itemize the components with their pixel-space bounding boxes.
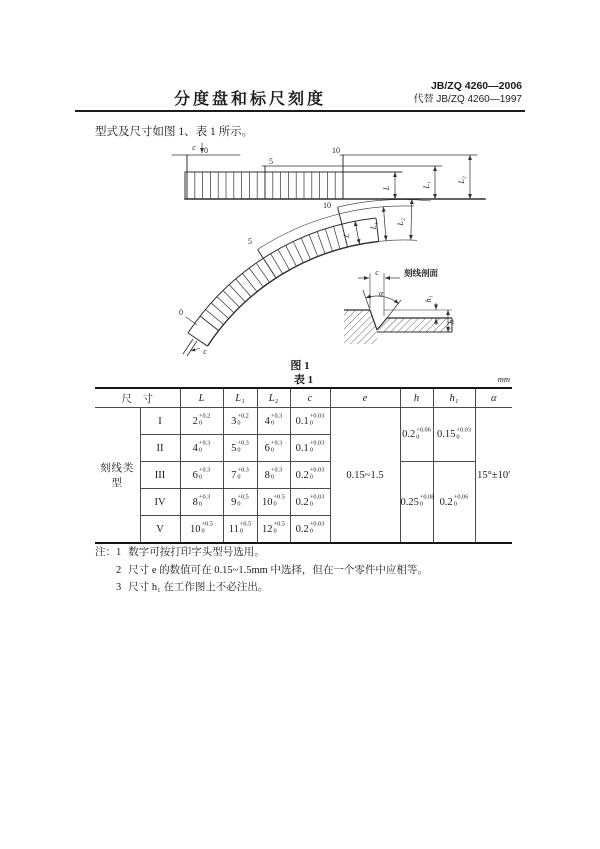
straight-scale-drawing: [172, 143, 485, 199]
groove-section-drawing: [344, 268, 456, 344]
section-dim-h: h: [447, 320, 456, 324]
standard-number-block: [360, 79, 522, 107]
curved-graduations: [200, 207, 347, 330]
header-size: 尺 寸: [95, 388, 180, 408]
table-unit: mm: [497, 374, 510, 384]
header-L1: L₁: [223, 388, 257, 408]
header-rule: [75, 110, 525, 112]
header-alpha: α: [475, 388, 512, 408]
type-cell: II: [140, 435, 180, 462]
type-cell: IV: [140, 489, 180, 516]
curved-tick-5: 5: [248, 237, 252, 246]
notes-block: [95, 544, 525, 597]
curved-tick-10: 10: [323, 201, 331, 210]
table-caption-row: [95, 371, 512, 386]
curved-tick-0: 0: [179, 308, 183, 317]
cell-c-V: 0.2 +0.03 0: [290, 516, 330, 544]
curved-dim-L2: L₂: [395, 218, 406, 226]
cell-c-I: 0.1 +0.03 0: [290, 408, 330, 435]
cell-h1-top: 0.15 +0.03 0: [433, 408, 475, 462]
cell-L-IV: 8 +0.3 0: [180, 489, 223, 516]
cell-c-IV: 0.2 +0.03 0: [290, 489, 330, 516]
cell-L-I: 2 +0.2 0: [180, 408, 223, 435]
table-row-III: [95, 462, 512, 489]
cell-L1-V: 11 +0.5 0: [223, 516, 257, 544]
page-title: 分度盘和标尺刻度: [173, 91, 326, 108]
straight-dim-c: c: [192, 143, 196, 152]
cell-L2-III: 8 +0.3 0: [257, 462, 290, 489]
header-c: c: [290, 388, 330, 408]
cell-c-III: 0.2 +0.03 0: [290, 462, 330, 489]
cell-L-V: 10 +0.5 0: [180, 516, 223, 544]
curved-dim-L1: L₁: [368, 221, 379, 230]
intro-text: 型式及尺寸如图 1、表 1 所示。: [95, 126, 254, 138]
section-dim-c: c: [375, 268, 379, 277]
type-cell: III: [140, 462, 180, 489]
cell-e: 0.15~1.5: [330, 408, 400, 544]
straight-tick-0: 0: [204, 146, 208, 155]
cell-L1-IV: 9 +0.5 0: [223, 489, 257, 516]
section-dim-h1: h₁: [424, 295, 433, 303]
cell-h-top: 0.2 +0.06 0: [400, 408, 433, 462]
type-cell: V: [140, 516, 180, 544]
type-cell: I: [140, 408, 180, 435]
note-1: 注：1 数字可按打印字头型号选用。: [95, 547, 265, 558]
header-L: L: [180, 388, 223, 408]
cell-c-II: 0.1 +0.03 0: [290, 435, 330, 462]
straight-dim-L: L: [382, 185, 391, 191]
straight-dim-L1: L₁: [422, 181, 431, 189]
note-prefix: 注：: [95, 547, 116, 558]
cell-L1-I: 3 +0.2 0: [223, 408, 257, 435]
table-row-I: [95, 408, 512, 435]
row-group-label: 刻线类型: [95, 408, 140, 544]
cell-L1-II: 5 +0.3 0: [223, 435, 257, 462]
cell-L2-II: 6 +0.3 0: [257, 435, 290, 462]
cell-h1-bottom: 0.2 +0.06 0: [433, 462, 475, 544]
cell-L-III: 6 +0.3 0: [180, 462, 223, 489]
header-e: e: [330, 388, 400, 408]
curved-dim-L: L: [341, 232, 352, 239]
cell-L1-III: 7 +0.3 0: [223, 462, 257, 489]
standard-number: JB/ZQ 4260—2006: [430, 80, 522, 92]
note-2: 2 尺寸 e 的数值可在 0.15~1.5mm 中选择，但在一个零件中应相等。: [116, 564, 428, 576]
header-L2: L₂: [257, 388, 290, 408]
curved-dim-c: c: [203, 347, 207, 356]
straight-tick-10: 10: [332, 146, 340, 155]
cell-alpha: 15°±10′: [475, 408, 512, 544]
note-3: 3 尺寸 h₁ 在工作图上不必注出。: [116, 582, 269, 593]
cell-L-II: 4 +0.3 0: [180, 435, 223, 462]
header-h: h: [400, 388, 433, 408]
section-label: 刻线剖面: [404, 268, 439, 278]
section-dim-alpha: α: [378, 289, 384, 298]
cell-L2-IV: 10 +0.5 0: [257, 489, 290, 516]
cell-L2-V: 12 +0.5 0: [257, 516, 290, 544]
dimension-table: [95, 387, 512, 544]
cell-h-bottom: 0.25 +0.08 0: [400, 462, 433, 544]
superseded-standard: 代替 JB/ZQ 4260—1997: [413, 94, 522, 105]
header-h1: h₁: [433, 388, 475, 408]
table-header-row: [95, 388, 512, 408]
figure-caption: 图 1: [290, 360, 310, 372]
straight-dim-L2: L₂: [457, 176, 466, 184]
cell-L2-I: 4 +0.3 0: [257, 408, 290, 435]
straight-tick-5: 5: [269, 157, 273, 166]
table-caption: 表 1: [293, 374, 314, 386]
figure-1-drawing: [140, 142, 500, 358]
